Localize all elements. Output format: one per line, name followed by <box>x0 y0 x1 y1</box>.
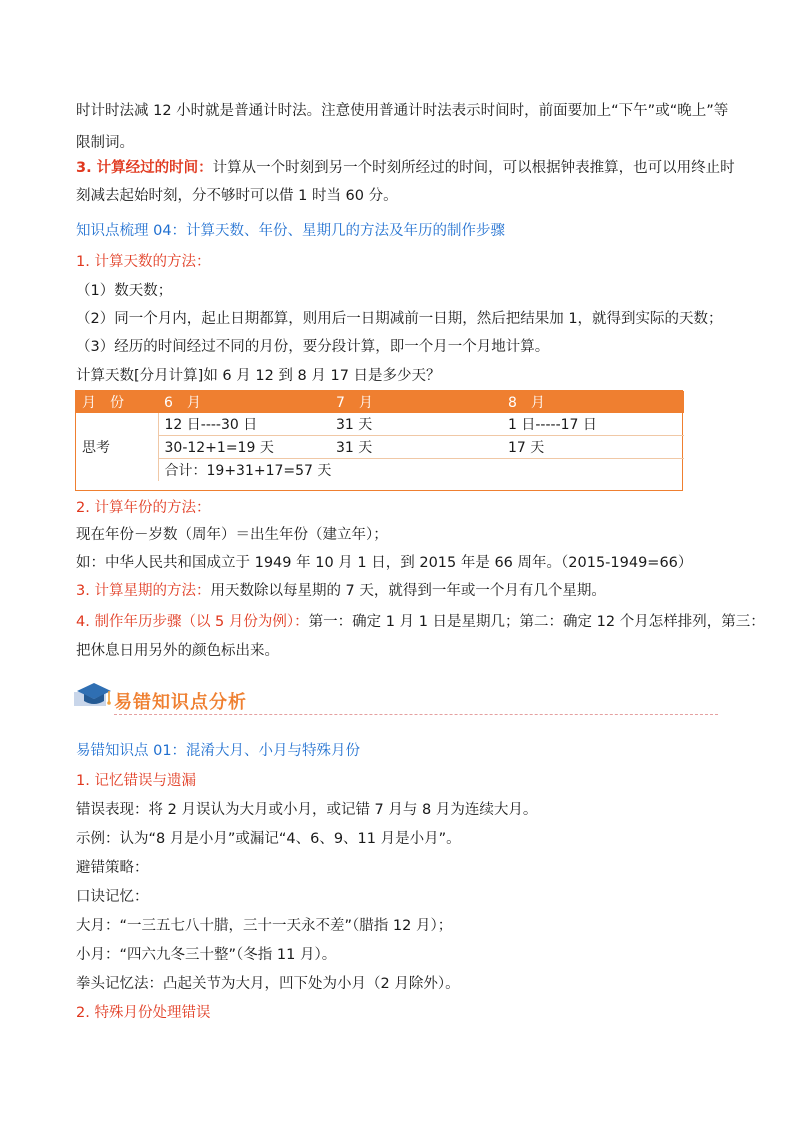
section-heading: 1. 计算天数的方法： <box>76 254 211 270</box>
paragraph-line: 如：中华人民共和国成立于 1949 年 10 月 1 日，到 2015 年是 66 周年。（2015-1949=66） <box>76 555 693 571</box>
paragraph-line: 时计时法减 12 小时就是普通计时法。注意使用普通计时法表示时间时，前面要加上“下午”或“晚上”等 <box>76 103 729 119</box>
item-label: 4. 制作年历步骤（以 5 月份为例）： <box>76 614 309 630</box>
paragraph-line: 限制词。 <box>76 135 134 151</box>
list-item: （2）同一个月内，起止日期都算，则用后一日期减前一日期，然后把结果加 1，就得到实际的天数； <box>76 311 723 327</box>
paragraph-line: 避错策略： <box>76 860 149 876</box>
paragraph-line: 大月：“一三五七八十腊，三十一天永不差”（腊指 12 月）； <box>76 918 453 934</box>
table-header-cell: 8 月 <box>502 391 684 413</box>
paragraph-line <box>76 158 740 178</box>
paragraph-line: 拳头记忆法：凸起关节为大月，凹下处为小月（2 月除外）。 <box>76 976 460 992</box>
table-cell: 12 日----30 日 <box>158 413 330 436</box>
days-table <box>76 391 684 481</box>
item-label: 3. 计算星期的方法： <box>76 583 211 599</box>
table-cell: 1 日-----17 日 <box>502 413 684 436</box>
paragraph-line: 示例：认为“8 月是小月”或漏记“4、6、9、11 月是小月”。 <box>76 831 461 847</box>
table-header-cell: 7 月 <box>330 391 502 413</box>
graduation-cap-icon <box>76 680 112 710</box>
banner-title: 易错知识点分析 <box>114 692 247 713</box>
table-cell: 31 天 <box>330 436 502 459</box>
section-heading: 2. 计算年份的方法： <box>76 500 211 516</box>
banner-divider <box>114 714 718 715</box>
table-row <box>76 459 684 482</box>
paragraph-line: 现在年份－岁数（周年）＝出生年份（建立年）； <box>76 527 388 543</box>
section-heading: 1. 记忆错误与遗漏 <box>76 773 196 789</box>
item-text: 计算从一个时刻到另一个时刻所经过的时间，可以根据钟表推算，也可以用终止时 <box>212 160 735 176</box>
item-text: 用天数除以每星期的 7 天，就得到一年或一个月有几个星期。 <box>210 583 606 599</box>
section-banner <box>74 680 718 720</box>
paragraph-line: 把休息日用另外的颜色标出来。 <box>76 643 279 659</box>
table-row <box>76 436 684 459</box>
example-text: 计算天数[分月计算]如 6 月 12 到 8 月 17 日是多少天？ <box>76 368 441 384</box>
table-header-cell: 月 份 <box>76 391 158 413</box>
table-total-cell: 合计：19+31+17=57 天 <box>164 463 332 479</box>
paragraph-line: 口诀记忆： <box>76 889 149 905</box>
knowledge-heading: 知识点梳理 04：计算天数、年份、星期几的方法及年历的制作步骤 <box>76 223 506 239</box>
table-header-row <box>76 391 684 413</box>
list-item: （3）经历的时间经过不同的月份，要分段计算，即一个月一个月地计算。 <box>76 339 550 355</box>
item-label: 3. 计算经过的时间： <box>76 160 213 176</box>
table-cell: 17 天 <box>502 436 684 459</box>
table-header-cell: 6 月 <box>158 391 330 413</box>
list-item: （1）数天数； <box>76 283 173 299</box>
paragraph-line <box>76 612 765 632</box>
item-text: 第一：确定 1 月 1 日是星期几；第二：确定 12 个月怎样排列，第三： <box>308 614 765 630</box>
section-heading: 2. 特殊月份处理错误 <box>76 1005 211 1021</box>
table-row <box>76 413 684 436</box>
paragraph-line: 错误表现：将 2 月误认为大月或小月，或记错 7 月与 8 月为连续大月。 <box>76 802 538 818</box>
paragraph-line <box>76 581 740 601</box>
table-cell: 31 天 <box>330 413 502 436</box>
paragraph-line: 小月：“四六九冬三十整”（冬指 11 月）。 <box>76 947 337 963</box>
row-label-cell: 思考 <box>76 413 158 481</box>
paragraph-line: 刻减去起始时刻，分不够时可以借 1 时当 60 分。 <box>76 188 398 204</box>
knowledge-heading: 易错知识点 01：混淆大月、小月与特殊月份 <box>76 743 361 759</box>
table-cell: 30-12+1=19 天 <box>158 436 330 459</box>
